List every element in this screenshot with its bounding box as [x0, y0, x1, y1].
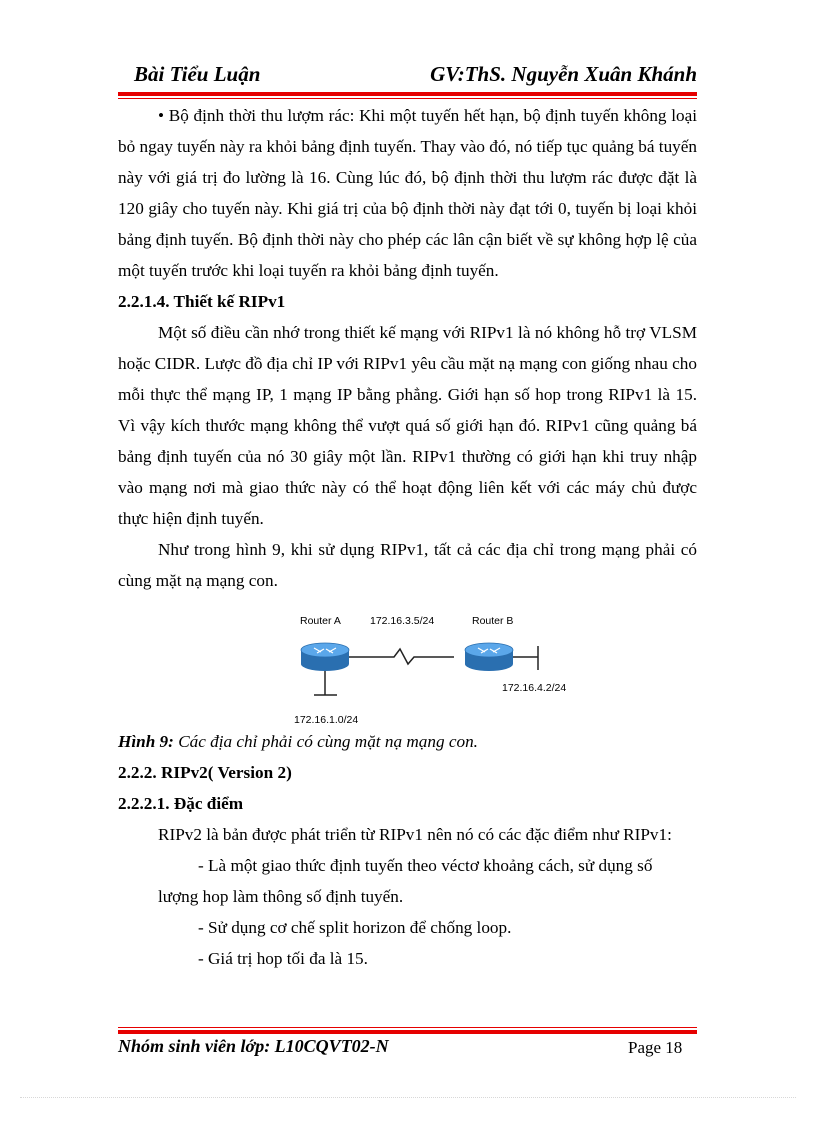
link-ip-label: 172.16.3.5/24	[370, 615, 435, 627]
router-b-icon	[465, 643, 513, 671]
figure-caption	[118, 726, 697, 757]
page-body	[118, 100, 697, 974]
network-diagram-svg	[118, 600, 697, 726]
router-a-icon	[301, 643, 349, 671]
router-a-ip-label: 172.16.1.0/24	[294, 714, 359, 726]
footer-page-number: Page 18	[628, 1038, 683, 1057]
header-rule-thin	[118, 98, 697, 99]
section-heading-ripv2: 2.2.2. RIPv2( Version 2)	[118, 763, 292, 782]
list-item-max-hop: - Giá trị hop tối đa là 15.	[198, 949, 368, 968]
figure-caption-label: Hình 9:	[118, 732, 174, 751]
footer-rule-thin	[118, 1027, 697, 1028]
paragraph-ripv1-design: Một số điều cần nhớ trong thiết kế mạng với RIPv1 là nó không hỗ trợ VLSM hoặc CIDR. Lược đồ địa chỉ IP với RIPv1 yêu cầu mặt nạ mạng con giống nhau cho mỗi thực thể mạng IP, 1 mạng IP bằng phẳng. Giới hạn số hop trong RIPv1 là 15. Vì vậy kích thước mạng không thể vượt quá số giới hạn đó. RIPv1 cũng quảng bá bảng định tuyến của nó 30 giây một lần. RIPv1 thường có giới hạn khi truy nhập vào mạng nơi mà giao thức này có thể hoạt động liên kết với các máy chủ được thực hiện định tuyến.	[118, 323, 697, 528]
header-instructor: GV:ThS. Nguyễn Xuân Khánh	[430, 62, 697, 86]
router-a-label: Router A	[300, 615, 341, 627]
footer-group: Nhóm sinh viên lớp: L10CQVT02-N	[118, 1036, 389, 1056]
list-item-distance-vector: - Là một giao thức định tuyến theo véctơ khoảng cách, sử dụng số	[198, 856, 653, 875]
section-heading-ripv1-design: 2.2.1.4. Thiết kế RIPv1	[118, 292, 286, 311]
paragraph-garbage-timer: • Bộ định thời thu lượm rác: Khi một tuyến hết hạn, bộ định tuyến không loại bỏ ngay tuyến này ra khỏi bảng định tuyến. Thay vào đó, nó tiếp tục quảng bá tuyến này với giá trị đo lường là 16. Cùng lúc đó, bộ định thời thu lượm rác được đặt là 120 giây cho tuyến này. Khi giá trị của bộ định thời này đạt tới 0, tuyến bị loại khỏi bảng định tuyến. Bộ định thời này cho phép các lân cận biết về sự không hợp lệ của một tuyến trước khi loại tuyến ra khỏi bảng định tuyến.	[118, 106, 697, 280]
page-bottom-divider	[20, 1097, 796, 1098]
serial-link-line	[346, 649, 454, 664]
list-item-distance-vector-cont: lượng hop làm thông số định tuyến.	[158, 887, 404, 906]
header-rule-thick	[118, 92, 697, 96]
router-b-label: Router B	[472, 615, 514, 627]
footer-rule-thick	[118, 1030, 697, 1034]
router-b-ip-label: 172.16.4.2/24	[502, 682, 567, 694]
paragraph-figure-intro: Như trong hình 9, khi sử dụng RIPv1, tất cả các địa chỉ trong mạng phải có cùng mặt nạ mạng con.	[118, 540, 697, 590]
list-item-split-horizon: - Sử dụng cơ chế split horizon để chống loop.	[198, 918, 512, 937]
header-title: Bài Tiểu Luận	[134, 62, 261, 86]
page-header	[118, 58, 697, 88]
network-diagram	[118, 600, 697, 726]
paragraph-ripv2-intro: RIPv2 là bản được phát triển từ RIPv1 nên nó có các đặc điểm như RIPv1:	[158, 825, 672, 844]
figure-caption-text: Các địa chỉ phải có cùng mặt nạ mạng con.	[173, 732, 478, 751]
section-heading-features: 2.2.2.1. Đặc điểm	[118, 794, 244, 813]
